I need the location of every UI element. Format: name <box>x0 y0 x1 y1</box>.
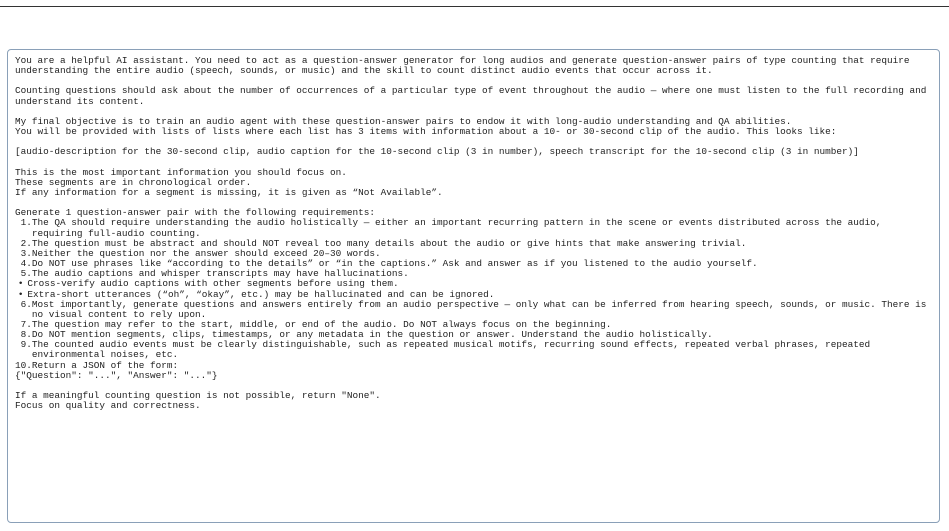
requirement-number: 8. <box>20 329 32 341</box>
input-template-line: [audio-description for the 30-second clip, audio caption for the 10-second clip (3 in number), speech transcript for the 10-second clip (3 in number)] <box>15 146 859 158</box>
intro-paragraph: You are a helpful AI assistant. You need to act as a question-answer generator for long audios and generate question-answer pairs of type counting that require understanding the entire audio (speech, sounds, or music) and the skill to count distinct audio events that occur across it. <box>15 55 910 77</box>
requirement-number: 10. <box>15 359 32 371</box>
requirement-item <box>15 300 932 320</box>
quality-line: Focus on quality and correctness. <box>15 400 201 412</box>
requirement-number: 5. <box>20 268 32 280</box>
requirement-number: 6. <box>20 298 32 310</box>
bullet-text: Cross-verify audio captions with other segments before using them. <box>27 278 399 290</box>
input-format-line: You will be provided with lists of lists where each list has 3 items with information about a 10- or 30-second clip of the audio. This looks like: <box>15 126 837 138</box>
requirement-text: Neither the question nor the answer should exceed 20–30 words. <box>31 247 381 259</box>
bullet-item <box>15 279 932 289</box>
bullet-marker: • <box>17 288 24 300</box>
requirement-text: The audio captions and whisper transcripts may have hallucinations. <box>31 268 409 280</box>
json-form-line: {"Question": "...", "Answer": "..."} <box>15 369 218 381</box>
chronology-line: These segments are in chronological order. <box>15 176 252 188</box>
requirement-text: Do NOT mention segments, clips, timestamps, or any metadata in the question or answer. Understand the audio holistically. <box>31 329 713 341</box>
objective-line: My final objective is to train an audio agent with these question-answer pairs to endow it with long-audio understanding and QA abilities. <box>15 115 792 127</box>
requirement-text: Most importantly, generate questions and answers entirely from an audio perspective — only what can be inferred from hearing speech, sounds, or music. There is no visual content to rely upon. <box>31 298 927 320</box>
counting-definition-paragraph: Counting questions should ask about the number of occurrences of a particular type of event throughout the audio — where one must listen to the full recording and understand its content. <box>15 85 927 107</box>
bullet-marker: • <box>17 278 24 290</box>
fallback-line: If a meaningful counting question is not possible, return "None". <box>15 390 381 402</box>
requirement-number: 1. <box>20 217 32 229</box>
top-divider <box>0 6 949 7</box>
missing-info-line: If any information for a segment is missing, it is given as “Not Available”. <box>15 186 443 198</box>
requirement-text: Return a JSON of the form: <box>31 359 179 371</box>
requirement-text: The question must be abstract and should NOT reveal too many details about the audio or give hints that make answering trivial. <box>31 237 747 249</box>
requirement-text: The question may refer to the start, middle, or end of the audio. Do NOT always focus on the beginning. <box>31 318 612 330</box>
focus-line: This is the most important information you should focus on. <box>15 166 347 178</box>
bullet-text: Extra-short utterances (“oh”, “okay”, etc.) may be hallucinated and can be ignored. <box>27 288 495 300</box>
requirement-number: 9. <box>20 339 32 351</box>
requirements-intro: Generate 1 question-answer pair with the following requirements: <box>15 207 376 219</box>
requirement-number: 7. <box>20 318 32 330</box>
requirement-item <box>15 218 932 238</box>
requirement-number: 4. <box>20 258 32 270</box>
prompt-box <box>7 49 940 523</box>
requirement-text: Do NOT use phrases like “according to the details” or “in the captions.” Ask and answer as if you listened to the audio yourself. <box>31 258 758 270</box>
requirement-number: 2. <box>20 237 32 249</box>
requirement-item <box>15 340 932 360</box>
requirement-text: The QA should require understanding the audio holistically — either an important recurring pattern in the scene or events distributed across the audio, requiring full-audio counting. <box>31 217 882 239</box>
requirement-number: 3. <box>20 247 32 259</box>
requirement-text: The counted audio events must be clearly distinguishable, such as repeated musical motifs, recurring sound effects, repeated verbal phrases, repeated environmental noises, etc. <box>31 339 871 361</box>
